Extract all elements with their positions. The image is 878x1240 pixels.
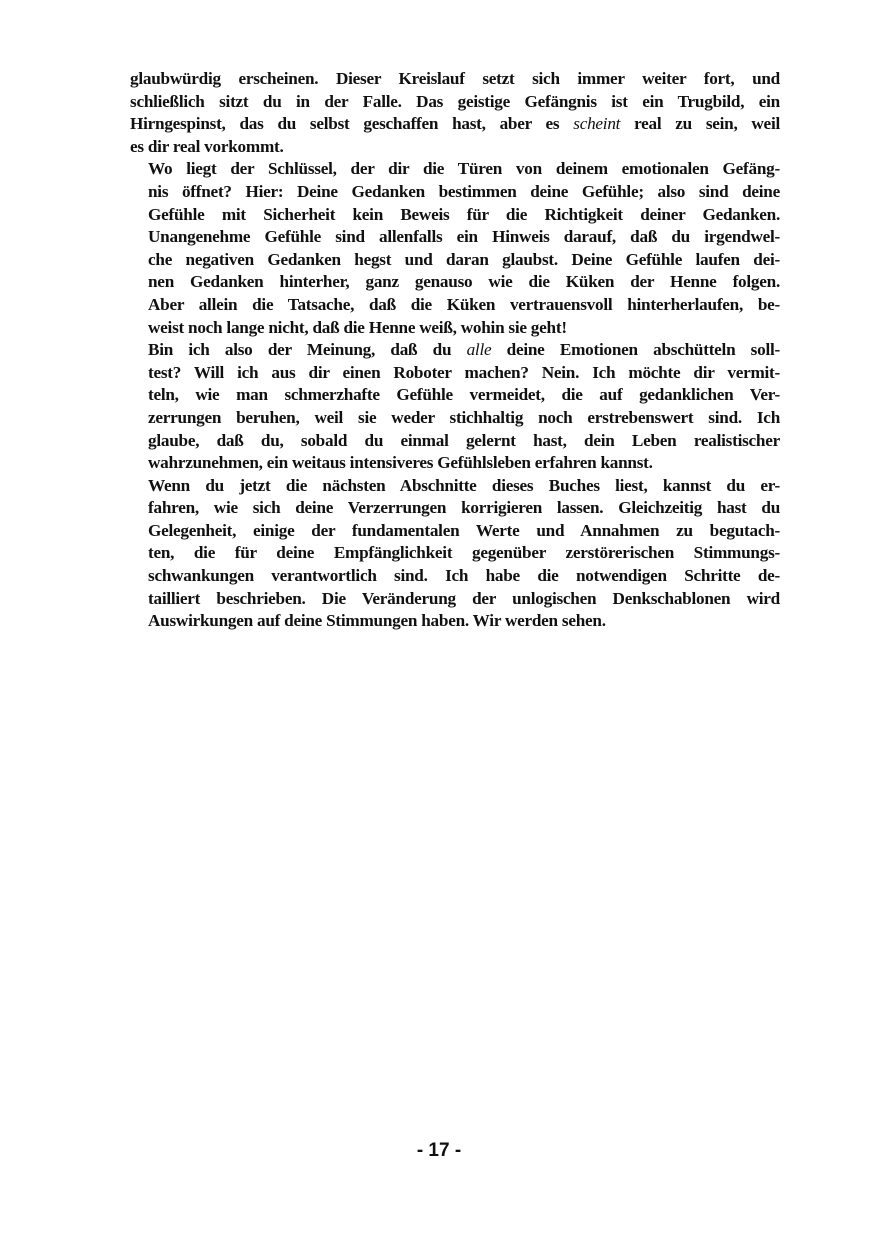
text-line: Bin ich also der Meinung, daß du alle deine Emotionen abschütteln soll-: [148, 340, 780, 360]
text-line: Wenn du jetzt die nächsten Abschnitte dieses Buches liest, kannst du er-: [148, 475, 780, 495]
emphasis: scheint: [573, 114, 621, 134]
paragraph: [130, 158, 780, 339]
text-line: che negativen Gedanken hegst und daran glaubst. Deine Gefühle laufen dei-: [148, 249, 780, 269]
text-line: schwankungen verantwortlich sind. Ich habe die notwendigen Schritte de-: [148, 566, 780, 586]
text-line: Gelegenheit, einige der fundamentalen Werte und Annahmen zu begutach-: [148, 520, 780, 540]
text-line: glaube, daß du, sobald du einmal gelernt hast, dein Leben realistischer: [148, 430, 780, 450]
paragraph: [130, 475, 780, 633]
text-line: Unangenehme Gefühle sind allenfalls ein Hinweis darauf, daß du irgendwel-: [148, 227, 780, 247]
text-line: Aber allein die Tatsache, daß die Küken vertrauensvoll hinterherlaufen, be-: [148, 294, 780, 314]
body-text: [130, 68, 780, 633]
text-line: teln, wie man schmerzhafte Gefühle vermeidet, die auf gedanklichen Ver-: [148, 385, 780, 405]
text-line: zerrungen beruhen, weil sie weder stichhaltig noch erstrebenswert sind. Ich: [148, 407, 780, 427]
text-line: Gefühle mit Sicherheit kein Beweis für die Richtigkeit deiner Gedanken.: [148, 204, 780, 224]
text-line: nis öffnet? Hier: Deine Gedanken bestimmen deine Gefühle; also sind deine: [148, 181, 780, 201]
text-line: schließlich sitzt du in der Falle. Das geistige Gefängnis ist ein Trugbild, ein: [130, 91, 780, 111]
text-line: tailliert beschrieben. Die Veränderung der unlogischen Denkschablonen wird: [148, 588, 780, 608]
text-line: ten, die für deine Empfänglichkeit gegenüber zerstörerischen Stimmungs-: [148, 543, 780, 563]
emphasis: alle: [466, 340, 492, 360]
text-line: weist noch lange nicht, daß die Henne weiß, wohin sie geht!: [148, 317, 567, 337]
text-line: Auswirkungen auf deine Stimmungen haben. Wir werden sehen.: [148, 611, 606, 631]
text-line: Wo liegt der Schlüssel, der dir die Türen von deinem emotionalen Gefäng-: [148, 159, 780, 179]
page-number: - 17 -: [416, 1140, 462, 1161]
text-line: es dir real vorkommt.: [130, 136, 284, 156]
paragraph: [130, 68, 780, 158]
text-line: glaubwürdig erscheinen. Dieser Kreislauf setzt sich immer weiter fort, und: [130, 69, 780, 88]
text-line: wahrzunehmen, ein weitaus intensiveres Gefühlsleben erfahren kannst.: [148, 453, 653, 473]
text-line: nen Gedanken hinterher, ganz genauso wie die Küken der Henne folgen.: [148, 272, 780, 292]
paragraph: [130, 339, 780, 475]
text-line: Hirngespinst, das du selbst geschaffen hast, aber es scheint real zu sein, weil: [130, 114, 780, 134]
text-line: test? Will ich aus dir einen Roboter machen? Nein. Ich möchte dir vermit-: [148, 362, 780, 382]
text-line: fahren, wie sich deine Verzerrungen korrigieren lassen. Gleichzeitig hast du: [148, 498, 780, 518]
